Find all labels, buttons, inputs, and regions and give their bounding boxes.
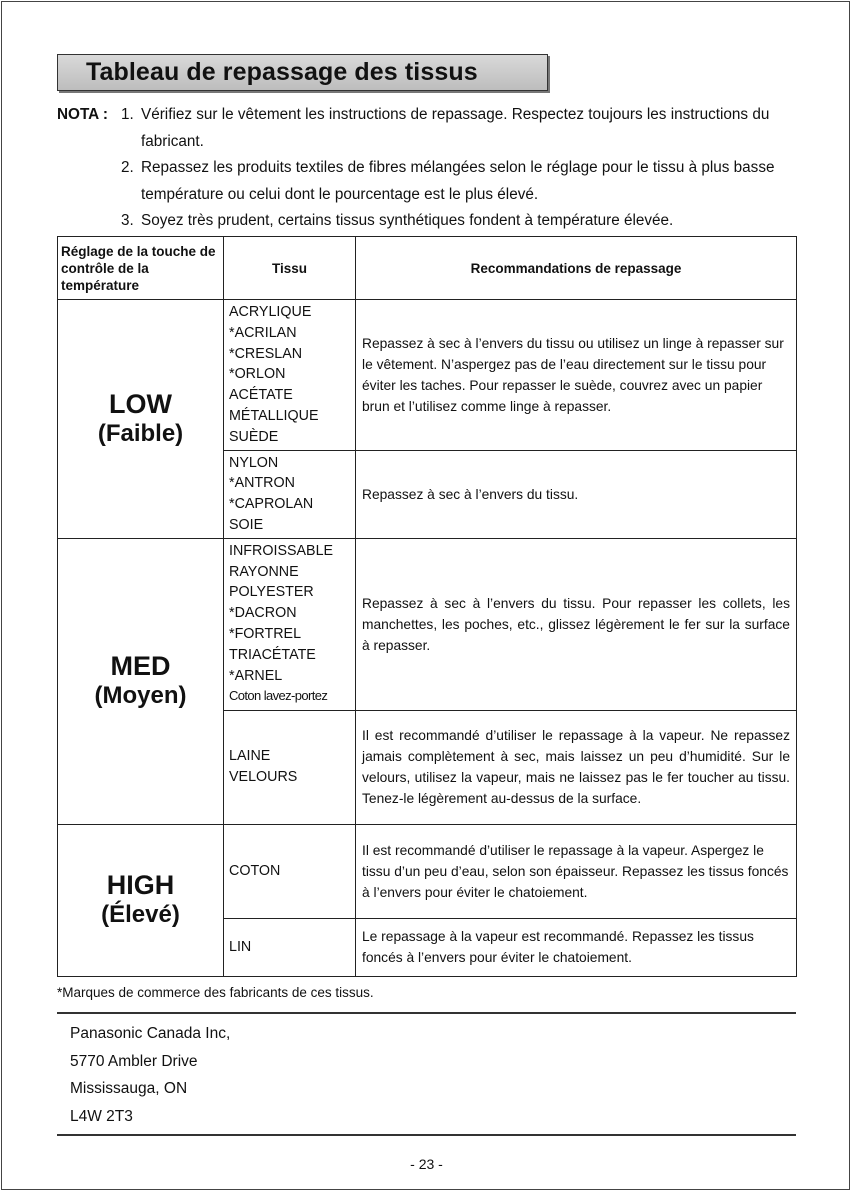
fabric-item: VELOURS xyxy=(229,769,298,786)
fabric-list xyxy=(224,710,356,824)
address-company: Panasonic Canada Inc, xyxy=(70,1025,231,1042)
temp-med-label: MED xyxy=(110,651,171,682)
note-number: 2. xyxy=(121,159,134,176)
title-box xyxy=(57,54,548,91)
fabric-item: SOIE xyxy=(229,516,264,533)
fabric-item: *FORTREL xyxy=(229,625,302,642)
note-number: 1. xyxy=(121,106,134,123)
temp-high-label: HIGH xyxy=(106,870,175,901)
fabric-list xyxy=(224,300,356,451)
header-fabric: Tissu xyxy=(224,237,356,300)
fabric-item: TRIACÉTATE xyxy=(229,646,316,663)
header-setting: Réglage de la touche de contrôle de la température xyxy=(58,237,224,300)
recommendation-text: Repassez à sec à l’envers du tissu. xyxy=(356,450,797,538)
fabric-item: LIN xyxy=(229,938,252,955)
note-item-1 xyxy=(57,102,797,155)
table-row-med-1 xyxy=(58,538,797,710)
temp-low-label: LOW xyxy=(109,388,172,419)
fabric-item: LAINE xyxy=(229,748,271,765)
table-row-low-1 xyxy=(58,300,797,451)
nota-label: NOTA : xyxy=(57,106,108,123)
fabric-list xyxy=(224,918,356,976)
note-text: Vérifiez sur le vêtement les instructions de repassage. Respectez toujours les instructions du fabricant. xyxy=(141,106,770,150)
fabric-item: *DACRON xyxy=(229,605,297,622)
temp-low-cell xyxy=(58,300,224,539)
fabric-item: POLYESTER xyxy=(229,584,314,601)
fabric-item: ACÉTATE xyxy=(229,387,293,404)
address-city: Mississauga, ON xyxy=(70,1080,188,1097)
fabric-item: *ORLON xyxy=(229,366,286,383)
address-street: 5770 Ambler Drive xyxy=(70,1052,198,1070)
divider-bottom xyxy=(57,1134,796,1136)
page-number: - 23 - xyxy=(410,1156,443,1172)
ironing-table xyxy=(57,236,797,977)
divider-top xyxy=(57,1012,796,1014)
fabric-item: *ACRILAN xyxy=(229,324,297,341)
fabric-list xyxy=(224,538,356,710)
note-text: Repassez les produits textiles de fibres mélangées selon le réglage pour le tissu à plus basse température ou celui dont le pourcentage est le plus élevé. xyxy=(141,159,775,203)
recommendation-text: Repassez à sec à l’envers du tissu ou utilisez un linge à repasser sur le vêtement. N’aspergez pas de l’eau directement sur le tissu pour éviter les taches. Pour repasser le suède, couvrez avec un papier brun et l’utilisez comme linge à repasser. xyxy=(356,300,797,451)
note-item-2 xyxy=(57,155,797,208)
note-text: Soyez très prudent, certains tissus synthétiques fondent à température élevée. xyxy=(141,212,674,229)
header-recommendations: Recommandations de repassage xyxy=(356,237,797,300)
fabric-item: COTON xyxy=(229,862,281,879)
recommendation-text: Il est recommandé d’utiliser le repassage à la vapeur. Ne repassez jamais complètement à sec, mais laissez un peu d’humidité. Sur le velours, utilisez la vapeur, mais ne laissez pas le fer toucher au tissu. Tenez-le légèrement au-dessus de la surface. xyxy=(356,710,797,824)
fabric-list xyxy=(224,450,356,538)
fabric-item: MÉTALLIQUE xyxy=(229,407,319,424)
temp-low-sub: (Faible) xyxy=(97,419,184,447)
recommendation-text: Le repassage à la vapeur est recommandé. Repassez les tissus foncés à l’envers pour éviter le chatoiement. xyxy=(356,918,797,976)
temp-med-cell xyxy=(58,538,224,824)
fabric-item: SUÈDE xyxy=(229,428,279,445)
recommendation-text: Repassez à sec à l’envers du tissu. Pour repasser les collets, les manchettes, les poches, etc., glissez légèrement le fer sur la surface à repasser. xyxy=(356,538,797,710)
fabric-item: *ARNEL xyxy=(229,667,283,684)
fabric-item: *ANTRON xyxy=(229,475,295,492)
address-block xyxy=(70,1020,230,1130)
fabric-item: Coton lavez-portez xyxy=(229,688,328,704)
fabric-item: RAYONNE xyxy=(229,563,299,580)
fabric-item: *CRESLAN xyxy=(229,345,303,362)
address-postal: L4W 2T3 xyxy=(70,1107,133,1125)
note-item-3 xyxy=(57,208,797,235)
fabric-item: NYLON xyxy=(229,454,279,471)
notes-section xyxy=(57,102,797,235)
temp-high-cell xyxy=(58,824,224,976)
fabric-item: ACRYLIQUE xyxy=(229,304,312,320)
footnote: *Marques de commerce des fabricants de ces tissus. xyxy=(57,985,374,1000)
table-header-row xyxy=(58,237,797,300)
temp-high-sub: (Élevé) xyxy=(101,901,180,929)
table-row-high-1 xyxy=(58,824,797,918)
recommendation-text: Il est recommandé d’utiliser le repassage à la vapeur. Aspergez le tissu d’un peu d’eau, selon son épaisseur. Repassez les tissus foncés à l’envers pour éviter le chatoiement. xyxy=(356,824,797,918)
note-number: 3. xyxy=(121,212,134,229)
page-title: Tableau de repassage des tissus xyxy=(86,58,478,86)
fabric-list xyxy=(224,824,356,918)
fabric-item: *CAPROLAN xyxy=(229,496,314,513)
fabric-item: INFROISSABLE xyxy=(229,542,334,559)
temp-med-sub: (Moyen) xyxy=(94,682,187,710)
